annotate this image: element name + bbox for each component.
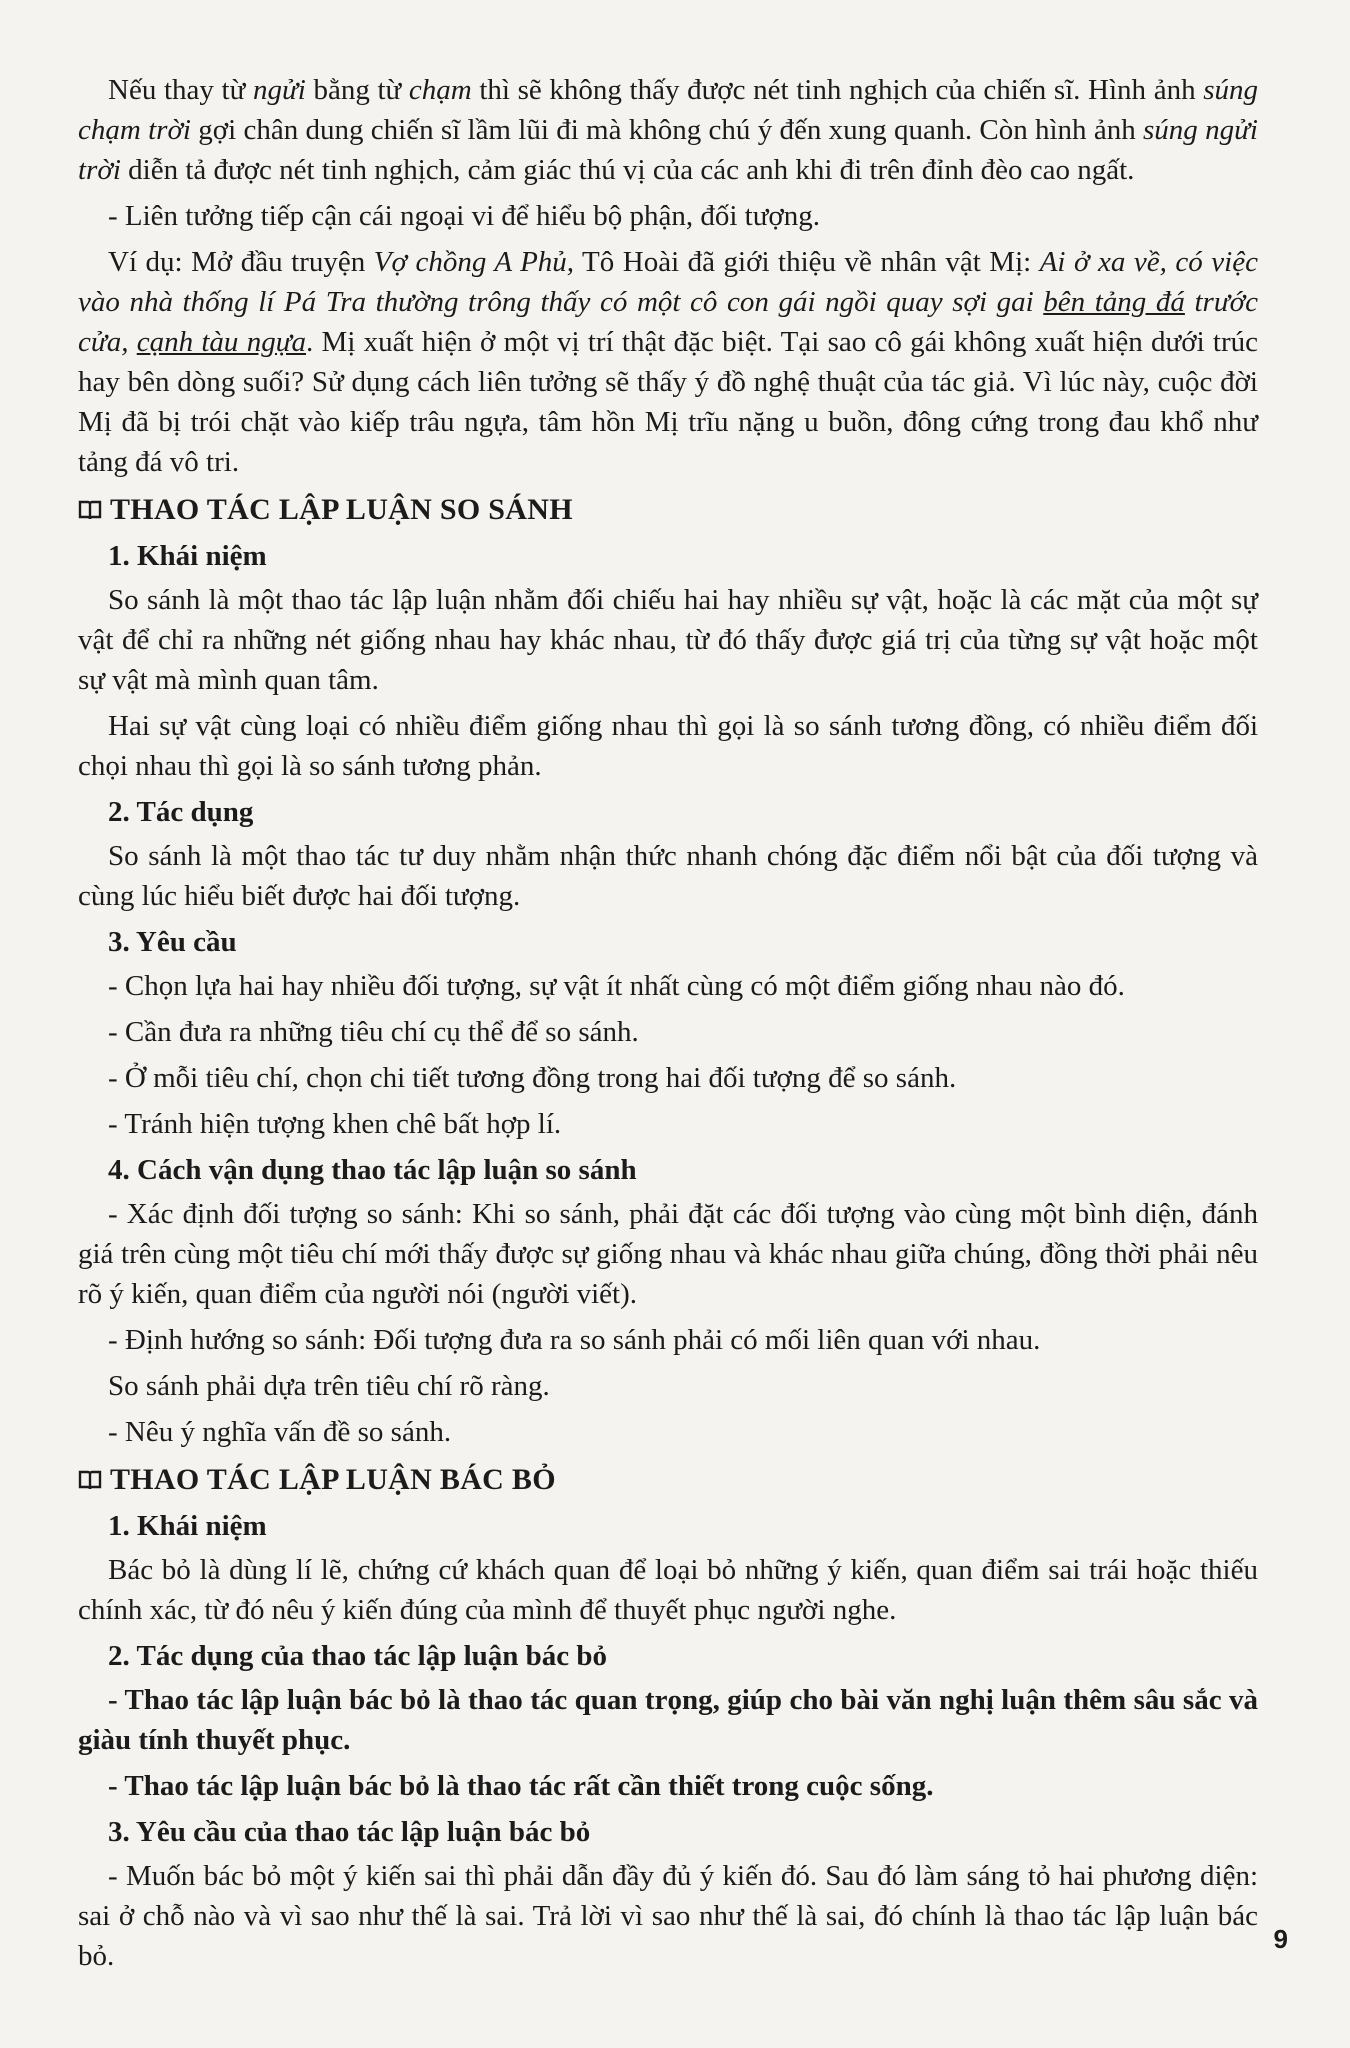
paragraph: Bác bỏ là dùng lí lẽ, chứng cứ khách quan để loại bỏ những ý kiến, quan điểm sai trái hoặc thiếu chính xác, từ đó nêu ý kiến đúng của mình để thuyết phục người nghe.: [78, 1554, 1258, 1626]
paragraph: So sánh phải dựa trên tiêu chí rõ ràng.: [108, 1370, 550, 1402]
paragraph-example: [78, 242, 1258, 482]
book-icon: [78, 499, 102, 521]
subheading: 2. Tác dụng của thao tác lập luận bác bỏ: [108, 1640, 608, 1672]
bullet-item: - Thao tác lập luận bác bỏ là thao tác quan trọng, giúp cho bài văn nghị luận thêm sâu sắc và giàu tính thuyết phục.: [78, 1684, 1258, 1756]
text-run: gợi chân dung chiến sĩ lầm lũi đi mà không chú ý đến xung quanh. Còn hình ảnh: [190, 114, 1144, 146]
italic-quote: trước cửa,: [78, 286, 1258, 358]
text-run: thì sẽ không thấy được nét tinh nghịch của chiến sĩ. Hình ảnh: [471, 74, 1204, 106]
bullet-item: - Ở mỗi tiêu chí, chọn chi tiết tương đồng trong hai đối tượng để so sánh.: [108, 1062, 957, 1094]
bullet-item: - Cần đưa ra những tiêu chí cụ thể để so sánh.: [108, 1016, 639, 1048]
page-number: 9: [1273, 1924, 1288, 1954]
text-run: Mị xuất hiện ở một vị trí thật đặc biệt. Tại sao cô gái không xuất hiện dưới trúc hay bên dòng suối? Sử dụng cách liên tưởng sẽ thấy ý đồ nghệ thuật của tác giả. Vì lúc này, cuộc đời Mị đã bị trói chặt vào kiếp trâu ngựa, tâm hồn Mị trĩu nặng u buồn, đông cứng trong đau khổ như tảng đá vô tri.: [78, 326, 1258, 478]
text-run: diễn tả được nét tinh nghịch, cảm giác thú vị của các anh khi đi trên đỉnh đèo cao ngất.: [120, 154, 1135, 186]
subheading: 1. Khái niệm: [108, 1510, 267, 1542]
bullet-item: - Tránh hiện tượng khen chê bất hợp lí.: [108, 1108, 562, 1140]
paragraph: So sánh là một thao tác lập luận nhằm đối chiếu hai hay nhiều sự vật, hoặc là các mặt của một sự vật để chỉ ra những nét giống nhau hay khác nhau, từ đó thấy được giá trị của từng sự vật hoặc một sự vật mà mình quan tâm.: [78, 584, 1258, 696]
text-run: .: [306, 326, 314, 358]
underlined-text: bên tảng đá: [1043, 286, 1185, 318]
text-run: bằng từ: [305, 74, 409, 106]
text-run: Nếu thay từ: [108, 74, 253, 106]
bullet-item: - Thao tác lập luận bác bỏ là thao tác rất cần thiết trong cuộc sống.: [108, 1770, 934, 1802]
section-title: THAO TÁC LẬP LUẬN SO SÁNH: [110, 493, 573, 526]
italic-text: súng chạm trời: [78, 74, 1258, 146]
italic-text: chạm: [408, 74, 472, 106]
subheading: 2. Tác dụng: [108, 796, 254, 828]
bullet-item: - Muốn bác bỏ một ý kiến sai thì phải dẫn đầy đủ ý kiến đó. Sau đó làm sáng tỏ hai phương diện: sai ở chỗ nào và vì sao như thế là sai. Trả lời vì sao như thế là sai, đó chính là thao tác lập luận bác bỏ.: [78, 1860, 1258, 1972]
subheading: 4. Cách vận dụng thao tác lập luận so sánh: [108, 1154, 637, 1186]
italic-text: súng ngửi trời: [78, 114, 1258, 186]
page-content: [78, 70, 1258, 1982]
paragraph: Hai sự vật cùng loại có nhiều điểm giống nhau thì gọi là so sánh tương đồng, có nhiều điểm đối chọi nhau thì gọi là so sánh tương phản.: [78, 710, 1258, 782]
section-heading-so-sanh: [78, 490, 1258, 530]
italic-quote: Ai ở xa về, có việc vào nhà thống lí Pá Tra thường trông thấy có một cô con gái ngồi quay sợi gai: [78, 246, 1258, 318]
text-run: Tô Hoài đã giới thiệu về nhân vật Mị:: [574, 246, 1040, 278]
bullet-item: - Định hướng so sánh: Đối tượng đưa ra so sánh phải có mối liên quan với nhau.: [108, 1324, 1041, 1356]
italic-text: ngửi: [252, 74, 306, 106]
paragraph-association: - Liên tưởng tiếp cận cái ngoại vi để hiểu bộ phận, đối tượng.: [108, 200, 821, 232]
section-title: THAO TÁC LẬP LUẬN BÁC BỎ: [110, 1463, 556, 1496]
paragraph-intro: [78, 70, 1258, 190]
italic-text: Vợ chồng A Phủ,: [373, 246, 575, 278]
book-icon: [78, 1469, 102, 1491]
paragraph: So sánh là một thao tác tư duy nhằm nhận thức nhanh chóng đặc điểm nổi bật của đối tượng và cùng lúc hiểu biết được hai đối tượng.: [78, 840, 1258, 912]
bullet-item: - Nêu ý nghĩa vấn đề so sánh.: [108, 1416, 452, 1448]
subheading: 3. Yêu cầu: [108, 926, 237, 958]
subheading: 3. Yêu cầu của thao tác lập luận bác bỏ: [108, 1816, 591, 1848]
section-heading-bac-bo: [78, 1460, 1258, 1500]
bullet-item: - Chọn lựa hai hay nhiều đối tượng, sự vật ít nhất cùng có một điểm giống nhau nào đó.: [108, 970, 1125, 1002]
subheading: 1. Khái niệm: [108, 540, 267, 572]
underlined-text: cạnh tàu ngựa: [136, 326, 307, 358]
text-run: Ví dụ: Mở đầu truyện: [108, 246, 374, 278]
bullet-item: - Xác định đối tượng so sánh: Khi so sánh, phải đặt các đối tượng vào cùng một bình diện, đánh giá trên cùng một tiêu chí mới thấy được sự giống nhau và khác nhau giữa chúng, đồng thời phải nêu rõ ý kiến, quan điểm của người nói (người viết).: [78, 1198, 1258, 1310]
